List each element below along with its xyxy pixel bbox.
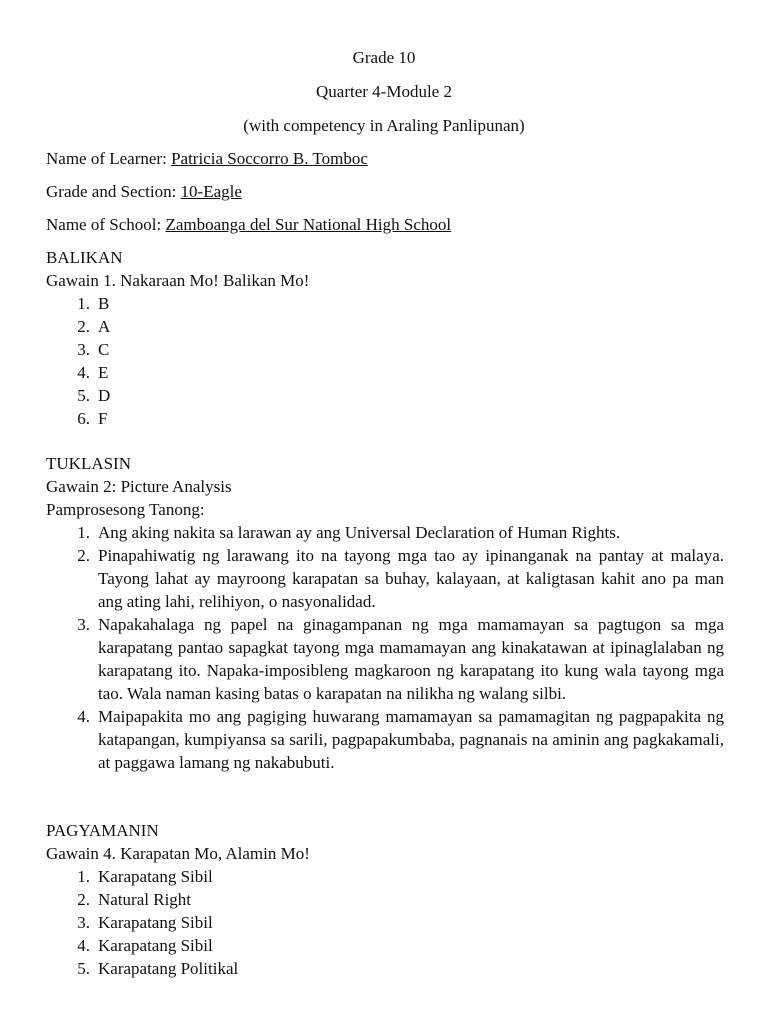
school-name-row [46, 215, 451, 235]
tuklasin-activity: Gawain 2: Picture Analysis [46, 477, 232, 496]
pagyamanin-section [46, 819, 724, 980]
pagyamanin-activity: Gawain 4. Karapatan Mo, Alamin Mo! [46, 844, 310, 863]
balikan-section [46, 246, 724, 430]
tuklasin-answer-list [46, 521, 724, 774]
list-item: 3. Napakahalaga ng papel na ginagampanan ng mga mamamayan sa pagtugon sa mga karapatang pantao sapagkat tayong mga mamamayan ang kinakatawan at ipinaglalaban ng karapatang ito. Napaka-imposibleng magkaroon ng karapatang ito kung wala tayong mga tao. Wala naman kasing batas o karapatan na nilikha ng walang silbi. [77, 615, 724, 703]
list-item: 2. A [77, 317, 111, 336]
pagyamanin-heading: PAGYAMANIN [46, 821, 159, 840]
tuklasin-section [46, 452, 724, 774]
list-item: 5. Karapatang Politikal [77, 959, 239, 978]
list-item: 1. Ang aking nakita sa larawan ay ang Universal Declaration of Human Rights. [77, 523, 621, 542]
grade-title: Grade 10 [352, 48, 416, 67]
school-name-label: Name of School: [46, 215, 162, 234]
grade-section-row [46, 182, 242, 202]
list-item: 3. Karapatang Sibil [77, 913, 213, 932]
balikan-heading: BALIKAN [46, 248, 123, 267]
competency-subtitle: (with competency in Araling Panlipunan) [243, 116, 525, 135]
balikan-answer-list [46, 292, 724, 430]
grade-section-label: Grade and Section: [46, 182, 177, 201]
school-name-value: Zamboanga del Sur National High School [165, 215, 452, 234]
list-item: 2. Natural Right [77, 890, 192, 909]
list-item: 2. Pinapahiwatig ng larawang ito na tayong mga tao ay ipinanganak na pantay at malaya. Tayong lahat ay mayroong karapatan sa buhay, kalayaan, at kaligtasan kahit ano pa man ang ating lahi, relihiyon, o nasyonalidad. [77, 546, 724, 611]
list-item: 6. F [77, 409, 108, 428]
tuklasin-heading: TUKLASIN [46, 454, 131, 473]
grade-section-value: 10-Eagle [180, 182, 242, 201]
learner-name-value: Patricia Soccorro B. Tomboc [171, 149, 368, 168]
list-item: 4. Maipapakita mo ang pagiging huwarang mamamayan sa pamamagitan ng pagpapakita ng katapangan, kumpiyansa sa sarili, pagpapakumbaba, pagnanais na aminin ang pagkakamali, at paggawa lamang ng nakabubuti. [77, 707, 724, 772]
learner-name-label: Name of Learner: [46, 149, 167, 168]
list-item: 3. C [77, 340, 110, 359]
list-item: 1. Karapatang Sibil [77, 867, 213, 886]
list-item: 4. E [77, 363, 109, 382]
learner-name-row [46, 149, 368, 169]
balikan-activity: Gawain 1. Nakaraan Mo! Balikan Mo! [46, 271, 310, 290]
module-title: Quarter 4-Module 2 [316, 82, 452, 101]
pagyamanin-answer-list [46, 865, 724, 980]
tuklasin-subheading: Pamprosesong Tanong: [46, 500, 205, 519]
list-item: 5. D [77, 386, 111, 405]
list-item: 4. Karapatang Sibil [77, 936, 213, 955]
list-item: 1. B [77, 294, 110, 313]
